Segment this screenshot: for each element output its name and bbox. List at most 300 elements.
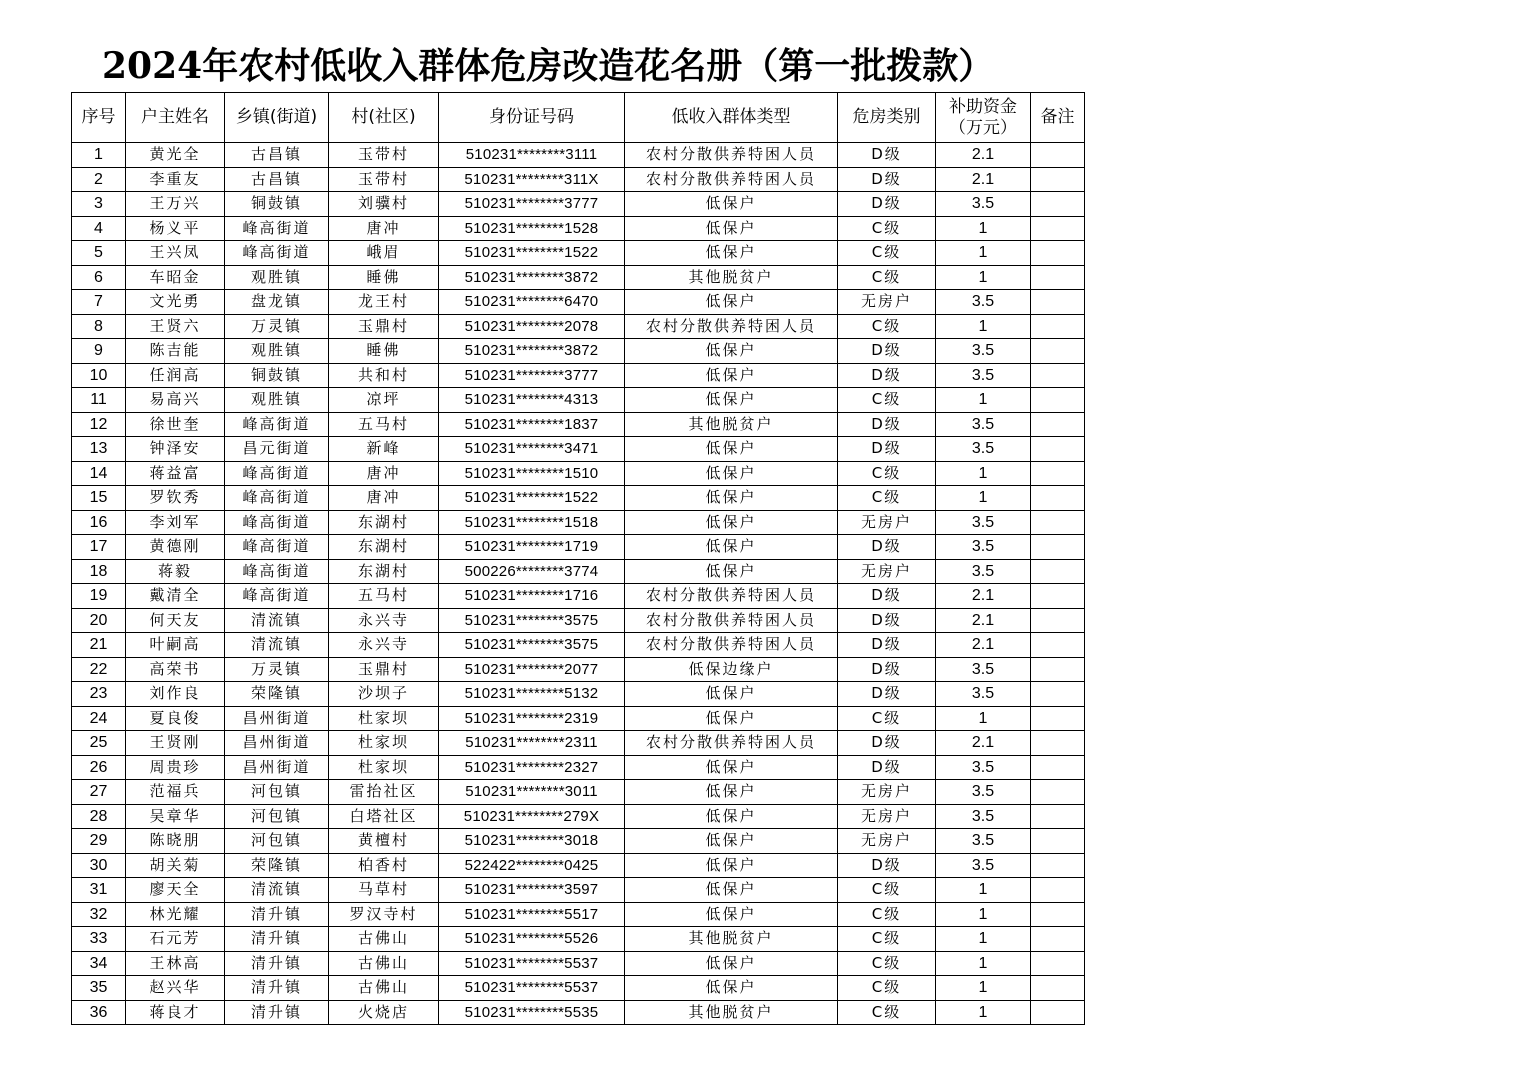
cell-name: 罗钦秀 [126,486,225,511]
cell-village: 玉带村 [329,167,439,192]
cell-group: 低保户 [625,216,838,241]
cell-danger: C级 [838,388,936,413]
cell-seq: 34 [72,951,126,976]
document-title: 2024年农村低收入群体危房改造花名册（第一批拨款） [102,45,995,87]
cell-town: 峰高街道 [225,241,329,266]
cell-danger: C级 [838,706,936,731]
cell-group: 低保户 [625,241,838,266]
cell-name: 蒋良才 [126,1000,225,1025]
cell-town: 清升镇 [225,951,329,976]
cell-danger: C级 [838,878,936,903]
cell-group: 低保户 [625,486,838,511]
cell-village: 东湖村 [329,559,439,584]
cell-id: 510231********3872 [439,265,625,290]
cell-danger: C级 [838,216,936,241]
header-row [72,93,1085,143]
cell-group: 低保户 [625,853,838,878]
cell-name: 王林高 [126,951,225,976]
cell-danger: C级 [838,927,936,952]
cell-group: 低保户 [625,339,838,364]
cell-danger: C级 [838,902,936,927]
cell-id: 510231********279X [439,804,625,829]
cell-subsidy: 3.5 [936,437,1031,462]
cell-name: 刘作良 [126,682,225,707]
cell-town: 昌州街道 [225,755,329,780]
cell-town: 铜鼓镇 [225,192,329,217]
table-row [72,584,1085,609]
cell-seq: 20 [72,608,126,633]
cell-id: 510231********1522 [439,241,625,266]
cell-seq: 6 [72,265,126,290]
cell-subsidy: 3.5 [936,290,1031,315]
cell-subsidy: 2.1 [936,633,1031,658]
cell-id: 510231********3872 [439,339,625,364]
cell-seq: 10 [72,363,126,388]
cell-subsidy: 1 [936,265,1031,290]
cell-subsidy: 1 [936,216,1031,241]
cell-note [1031,706,1085,731]
cell-village: 玉带村 [329,143,439,168]
cell-village: 白塔社区 [329,804,439,829]
cell-note [1031,657,1085,682]
table-row [72,878,1085,903]
header-group: 低收入群体类型 [625,93,838,143]
cell-name: 钟泽安 [126,437,225,462]
cell-id: 510231********2077 [439,657,625,682]
cell-village: 黄檀村 [329,829,439,854]
table-row [72,976,1085,1001]
cell-seq: 4 [72,216,126,241]
cell-name: 徐世奎 [126,412,225,437]
cell-subsidy: 2.1 [936,584,1031,609]
cell-name: 车昭金 [126,265,225,290]
cell-village: 玉鼎村 [329,314,439,339]
cell-note [1031,388,1085,413]
cell-group: 低保户 [625,437,838,462]
cell-town: 峰高街道 [225,486,329,511]
cell-name: 高荣书 [126,657,225,682]
cell-group: 农村分散供养特困人员 [625,314,838,339]
cell-name: 王贤刚 [126,731,225,756]
cell-name: 王兴凤 [126,241,225,266]
cell-village: 杜家坝 [329,755,439,780]
cell-group: 其他脱贫户 [625,412,838,437]
cell-village: 刘骥村 [329,192,439,217]
cell-note [1031,902,1085,927]
cell-id: 510231********5526 [439,927,625,952]
cell-group: 低保边缘户 [625,657,838,682]
cell-seq: 2 [72,167,126,192]
cell-group: 农村分散供养特困人员 [625,584,838,609]
cell-note [1031,755,1085,780]
cell-town: 峰高街道 [225,559,329,584]
cell-danger: D级 [838,192,936,217]
table-row [72,559,1085,584]
cell-note [1031,584,1085,609]
cell-danger: 无房户 [838,559,936,584]
cell-seq: 35 [72,976,126,1001]
cell-name: 赵兴华 [126,976,225,1001]
table-row [72,804,1085,829]
cell-note [1031,192,1085,217]
cell-id: 510231********5535 [439,1000,625,1025]
cell-subsidy: 1 [936,461,1031,486]
cell-note [1031,633,1085,658]
cell-note [1031,804,1085,829]
cell-seq: 11 [72,388,126,413]
cell-town: 清升镇 [225,1000,329,1025]
cell-name: 何天友 [126,608,225,633]
cell-subsidy: 1 [936,927,1031,952]
cell-group: 低保户 [625,535,838,560]
header-name: 户主姓名 [126,93,225,143]
table-row [72,657,1085,682]
cell-subsidy: 1 [936,706,1031,731]
cell-id: 510231********3575 [439,633,625,658]
cell-seq: 32 [72,902,126,927]
cell-group: 农村分散供养特困人员 [625,608,838,633]
cell-id: 510231********1510 [439,461,625,486]
cell-danger: D级 [838,584,936,609]
cell-town: 清流镇 [225,878,329,903]
cell-subsidy: 1 [936,1000,1031,1025]
table-row [72,829,1085,854]
cell-name: 石元芳 [126,927,225,952]
cell-danger: D级 [838,363,936,388]
cell-group: 低保户 [625,755,838,780]
cell-note [1031,1000,1085,1025]
cell-id: 510231********1719 [439,535,625,560]
cell-group: 其他脱贫户 [625,265,838,290]
cell-town: 清流镇 [225,608,329,633]
cell-subsidy: 3.5 [936,755,1031,780]
cell-note [1031,241,1085,266]
cell-group: 低保户 [625,461,838,486]
cell-group: 低保户 [625,510,838,535]
cell-note [1031,265,1085,290]
cell-note [1031,535,1085,560]
cell-id: 510231********5537 [439,951,625,976]
cell-group: 低保户 [625,706,838,731]
cell-id: 510231********6470 [439,290,625,315]
cell-subsidy: 3.5 [936,339,1031,364]
cell-seq: 18 [72,559,126,584]
cell-id: 500226********3774 [439,559,625,584]
cell-subsidy: 1 [936,878,1031,903]
cell-village: 古佛山 [329,976,439,1001]
header-id: 身份证号码 [439,93,625,143]
cell-subsidy: 3.5 [936,829,1031,854]
cell-name: 易高兴 [126,388,225,413]
cell-name: 任润高 [126,363,225,388]
cell-id: 510231********5537 [439,976,625,1001]
cell-subsidy: 3.5 [936,657,1031,682]
cell-id: 510231********3018 [439,829,625,854]
cell-village: 罗汉寺村 [329,902,439,927]
cell-id: 510231********4313 [439,388,625,413]
cell-name: 李刘军 [126,510,225,535]
cell-seq: 27 [72,780,126,805]
cell-subsidy: 3.5 [936,559,1031,584]
cell-id: 510231********1522 [439,486,625,511]
table-row [72,265,1085,290]
table-row [72,780,1085,805]
cell-name: 戴清全 [126,584,225,609]
cell-village: 古佛山 [329,951,439,976]
cell-town: 古昌镇 [225,143,329,168]
cell-id: 510231********3011 [439,780,625,805]
cell-danger: C级 [838,951,936,976]
table-row [72,143,1085,168]
table-row [72,853,1085,878]
cell-id: 510231********5517 [439,902,625,927]
cell-danger: C级 [838,314,936,339]
table-row [72,314,1085,339]
cell-subsidy: 1 [936,314,1031,339]
header-village: 村(社区) [329,93,439,143]
cell-town: 万灵镇 [225,657,329,682]
cell-name: 杨义平 [126,216,225,241]
cell-danger: D级 [838,535,936,560]
cell-group: 农村分散供养特困人员 [625,167,838,192]
cell-id: 510231********3777 [439,363,625,388]
cell-town: 观胜镇 [225,339,329,364]
cell-seq: 36 [72,1000,126,1025]
cell-town: 昌元街道 [225,437,329,462]
cell-danger: C级 [838,241,936,266]
cell-danger: C级 [838,461,936,486]
cell-group: 低保户 [625,829,838,854]
cell-village: 五马村 [329,412,439,437]
cell-town: 峰高街道 [225,216,329,241]
cell-note [1031,976,1085,1001]
cell-name: 胡关菊 [126,853,225,878]
table-row [72,510,1085,535]
table-row [72,1000,1085,1025]
cell-subsidy: 1 [936,976,1031,1001]
cell-subsidy: 3.5 [936,363,1031,388]
table-row [72,633,1085,658]
cell-subsidy: 3.5 [936,412,1031,437]
cell-name: 蒋益富 [126,461,225,486]
cell-name: 周贵珍 [126,755,225,780]
table-row [72,535,1085,560]
cell-name: 陈晓朋 [126,829,225,854]
cell-id: 510231********1837 [439,412,625,437]
cell-name: 夏良俊 [126,706,225,731]
cell-town: 峰高街道 [225,535,329,560]
cell-id: 510231********1518 [439,510,625,535]
cell-seq: 14 [72,461,126,486]
cell-danger: C级 [838,1000,936,1025]
cell-seq: 28 [72,804,126,829]
cell-id: 510231********1716 [439,584,625,609]
cell-subsidy: 1 [936,388,1031,413]
cell-note [1031,780,1085,805]
cell-village: 新峰 [329,437,439,462]
cell-group: 农村分散供养特困人员 [625,731,838,756]
table-row [72,706,1085,731]
table-row [72,902,1085,927]
cell-town: 峰高街道 [225,584,329,609]
cell-seq: 3 [72,192,126,217]
cell-town: 峰高街道 [225,461,329,486]
cell-subsidy: 3.5 [936,804,1031,829]
cell-subsidy: 1 [936,241,1031,266]
cell-subsidy: 2.1 [936,143,1031,168]
cell-group: 低保户 [625,976,838,1001]
cell-subsidy: 3.5 [936,535,1031,560]
cell-town: 古昌镇 [225,167,329,192]
cell-name: 叶嗣高 [126,633,225,658]
cell-subsidy: 1 [936,951,1031,976]
cell-danger: 无房户 [838,290,936,315]
cell-town: 清升镇 [225,976,329,1001]
cell-village: 睡佛 [329,339,439,364]
table-row [72,682,1085,707]
cell-seq: 22 [72,657,126,682]
cell-seq: 17 [72,535,126,560]
cell-note [1031,951,1085,976]
cell-seq: 26 [72,755,126,780]
table-header [72,93,1085,143]
cell-danger: D级 [838,755,936,780]
cell-town: 昌州街道 [225,706,329,731]
cell-seq: 33 [72,927,126,952]
cell-name: 黄德刚 [126,535,225,560]
cell-village: 马草村 [329,878,439,903]
cell-town: 观胜镇 [225,265,329,290]
cell-danger: D级 [838,339,936,364]
cell-note [1031,437,1085,462]
cell-note [1031,339,1085,364]
cell-danger: D级 [838,143,936,168]
cell-seq: 30 [72,853,126,878]
cell-town: 清流镇 [225,633,329,658]
cell-id: 510231********2327 [439,755,625,780]
cell-seq: 7 [72,290,126,315]
cell-danger: 无房户 [838,829,936,854]
cell-town: 荣隆镇 [225,853,329,878]
cell-name: 文光勇 [126,290,225,315]
roster-table [71,92,1085,1025]
cell-village: 火烧店 [329,1000,439,1025]
cell-village: 沙坝子 [329,682,439,707]
cell-village: 东湖村 [329,510,439,535]
cell-seq: 8 [72,314,126,339]
cell-town: 河包镇 [225,780,329,805]
cell-town: 清升镇 [225,927,329,952]
cell-id: 510231********3597 [439,878,625,903]
cell-group: 低保户 [625,559,838,584]
cell-seq: 29 [72,829,126,854]
cell-danger: C级 [838,486,936,511]
cell-id: 510231********311X [439,167,625,192]
cell-note [1031,486,1085,511]
cell-group: 农村分散供养特困人员 [625,143,838,168]
table-row [72,388,1085,413]
cell-group: 其他脱贫户 [625,1000,838,1025]
cell-note [1031,167,1085,192]
cell-note [1031,682,1085,707]
table-row [72,755,1085,780]
cell-seq: 13 [72,437,126,462]
table-row [72,167,1085,192]
table-row [72,951,1085,976]
cell-danger: 无房户 [838,804,936,829]
table-row [72,412,1085,437]
cell-group: 低保户 [625,682,838,707]
cell-danger: D级 [838,731,936,756]
cell-town: 河包镇 [225,829,329,854]
cell-village: 凉坪 [329,388,439,413]
table-row [72,216,1085,241]
cell-id: 522422********0425 [439,853,625,878]
cell-group: 低保户 [625,290,838,315]
cell-name: 王贤六 [126,314,225,339]
cell-seq: 24 [72,706,126,731]
cell-group: 低保户 [625,192,838,217]
cell-group: 其他脱贫户 [625,927,838,952]
cell-village: 唐冲 [329,486,439,511]
cell-danger: D级 [838,682,936,707]
cell-group: 低保户 [625,388,838,413]
cell-note [1031,461,1085,486]
cell-village: 龙王村 [329,290,439,315]
cell-id: 510231********3471 [439,437,625,462]
cell-subsidy: 3.5 [936,853,1031,878]
cell-name: 陈吉能 [126,339,225,364]
cell-seq: 1 [72,143,126,168]
cell-village: 共和村 [329,363,439,388]
cell-seq: 25 [72,731,126,756]
cell-danger: 无房户 [838,510,936,535]
cell-id: 510231********2311 [439,731,625,756]
cell-id: 510231********5132 [439,682,625,707]
cell-note [1031,608,1085,633]
cell-name: 李重友 [126,167,225,192]
header-danger: 危房类别 [838,93,936,143]
cell-note [1031,290,1085,315]
cell-town: 盘龙镇 [225,290,329,315]
header-note: 备注 [1031,93,1085,143]
cell-name: 吴章华 [126,804,225,829]
cell-village: 永兴寺 [329,608,439,633]
table-body [72,143,1085,1025]
cell-village: 柏香村 [329,853,439,878]
cell-seq: 15 [72,486,126,511]
table-row [72,461,1085,486]
cell-subsidy: 3.5 [936,780,1031,805]
cell-subsidy: 1 [936,902,1031,927]
cell-name: 林光耀 [126,902,225,927]
cell-id: 510231********3575 [439,608,625,633]
cell-group: 低保户 [625,902,838,927]
cell-seq: 16 [72,510,126,535]
table-row [72,241,1085,266]
cell-village: 唐冲 [329,461,439,486]
cell-seq: 23 [72,682,126,707]
cell-name: 黄光全 [126,143,225,168]
cell-danger: 无房户 [838,780,936,805]
cell-danger: D级 [838,633,936,658]
table-row [72,437,1085,462]
cell-group: 低保户 [625,780,838,805]
cell-seq: 21 [72,633,126,658]
cell-note [1031,510,1085,535]
cell-name: 廖天全 [126,878,225,903]
cell-village: 永兴寺 [329,633,439,658]
